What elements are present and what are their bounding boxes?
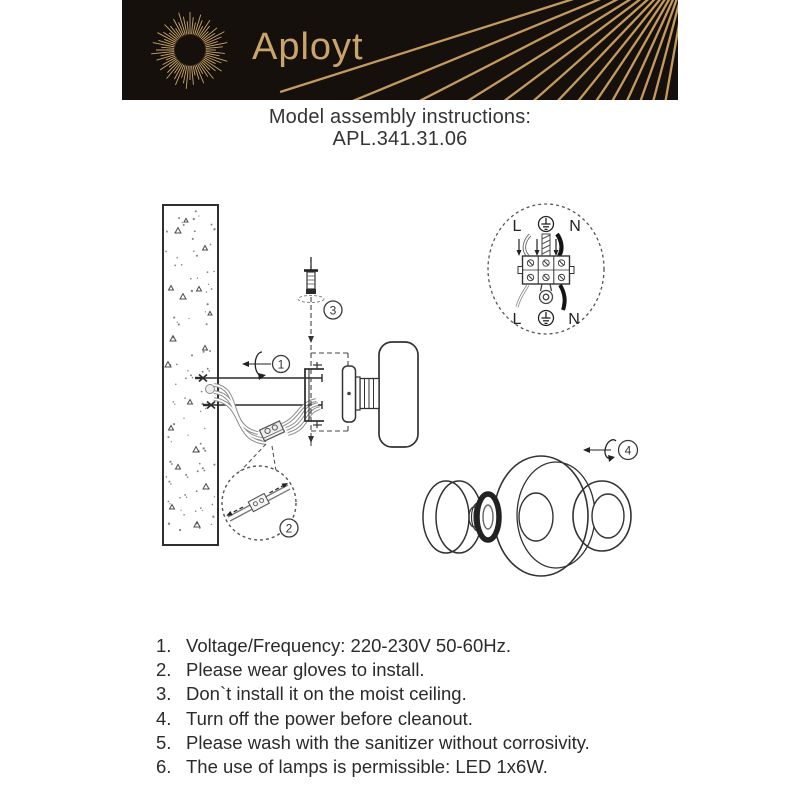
instruction-list [156,634,686,779]
instruction-number: 3. [156,683,172,705]
instruction-number: 2. [156,659,172,681]
svg-text:2: 2 [285,521,293,536]
instruction-text: Don`t install it on the moist ceiling. [186,683,467,705]
instruction-item [156,755,686,779]
instruction-item [156,682,686,706]
instruction-text: Please wear gloves to install. [186,659,425,681]
wiring-label-bottom-n: N [568,311,580,328]
instruction-item [156,658,686,682]
svg-text:4: 4 [624,443,632,458]
instruction-number: 4. [156,707,172,729]
svg-text:1: 1 [277,357,285,372]
instruction-item [156,707,686,731]
step-4-label [619,441,638,460]
wiring-label-top-n: N [569,218,581,235]
instruction-text: The use of lamps is permissible: LED 1x6W. [186,756,548,778]
lamp-side-view [343,342,419,447]
instruction-number: 6. [156,756,172,778]
terminal-block [518,256,574,284]
instruction-text: Please wash with the sanitizer without corrosivity. [186,731,590,753]
rotate-symbol-1 [242,352,271,380]
step-3-label [324,301,342,319]
wall-section [163,205,218,545]
instruction-number: 1. [156,635,172,656]
brand-name: Aployt [252,26,364,68]
wiring-label-top-l: L [512,218,522,235]
instruction-number: 5. [156,731,172,753]
rotate-symbol-4 [583,440,616,462]
model-number: APL.341.31.06 [332,128,468,150]
instruction-item [156,731,686,755]
svg-text:3: 3 [329,303,337,318]
wiring-label-bottom-l: L [512,311,522,328]
instruction-text: Turn off the power before cleanout. [186,707,473,729]
step-2-label [280,519,298,537]
wiring-diagram [488,204,604,334]
wire-connector [259,421,284,441]
step-1-label [273,356,290,373]
lamp-front-view [423,456,631,576]
heading-title: Model assembly instructions: [268,106,532,128]
instruction-item [156,634,686,658]
instruction-text: Voltage/Frequency: 220-230V 50-60Hz. [186,635,511,656]
